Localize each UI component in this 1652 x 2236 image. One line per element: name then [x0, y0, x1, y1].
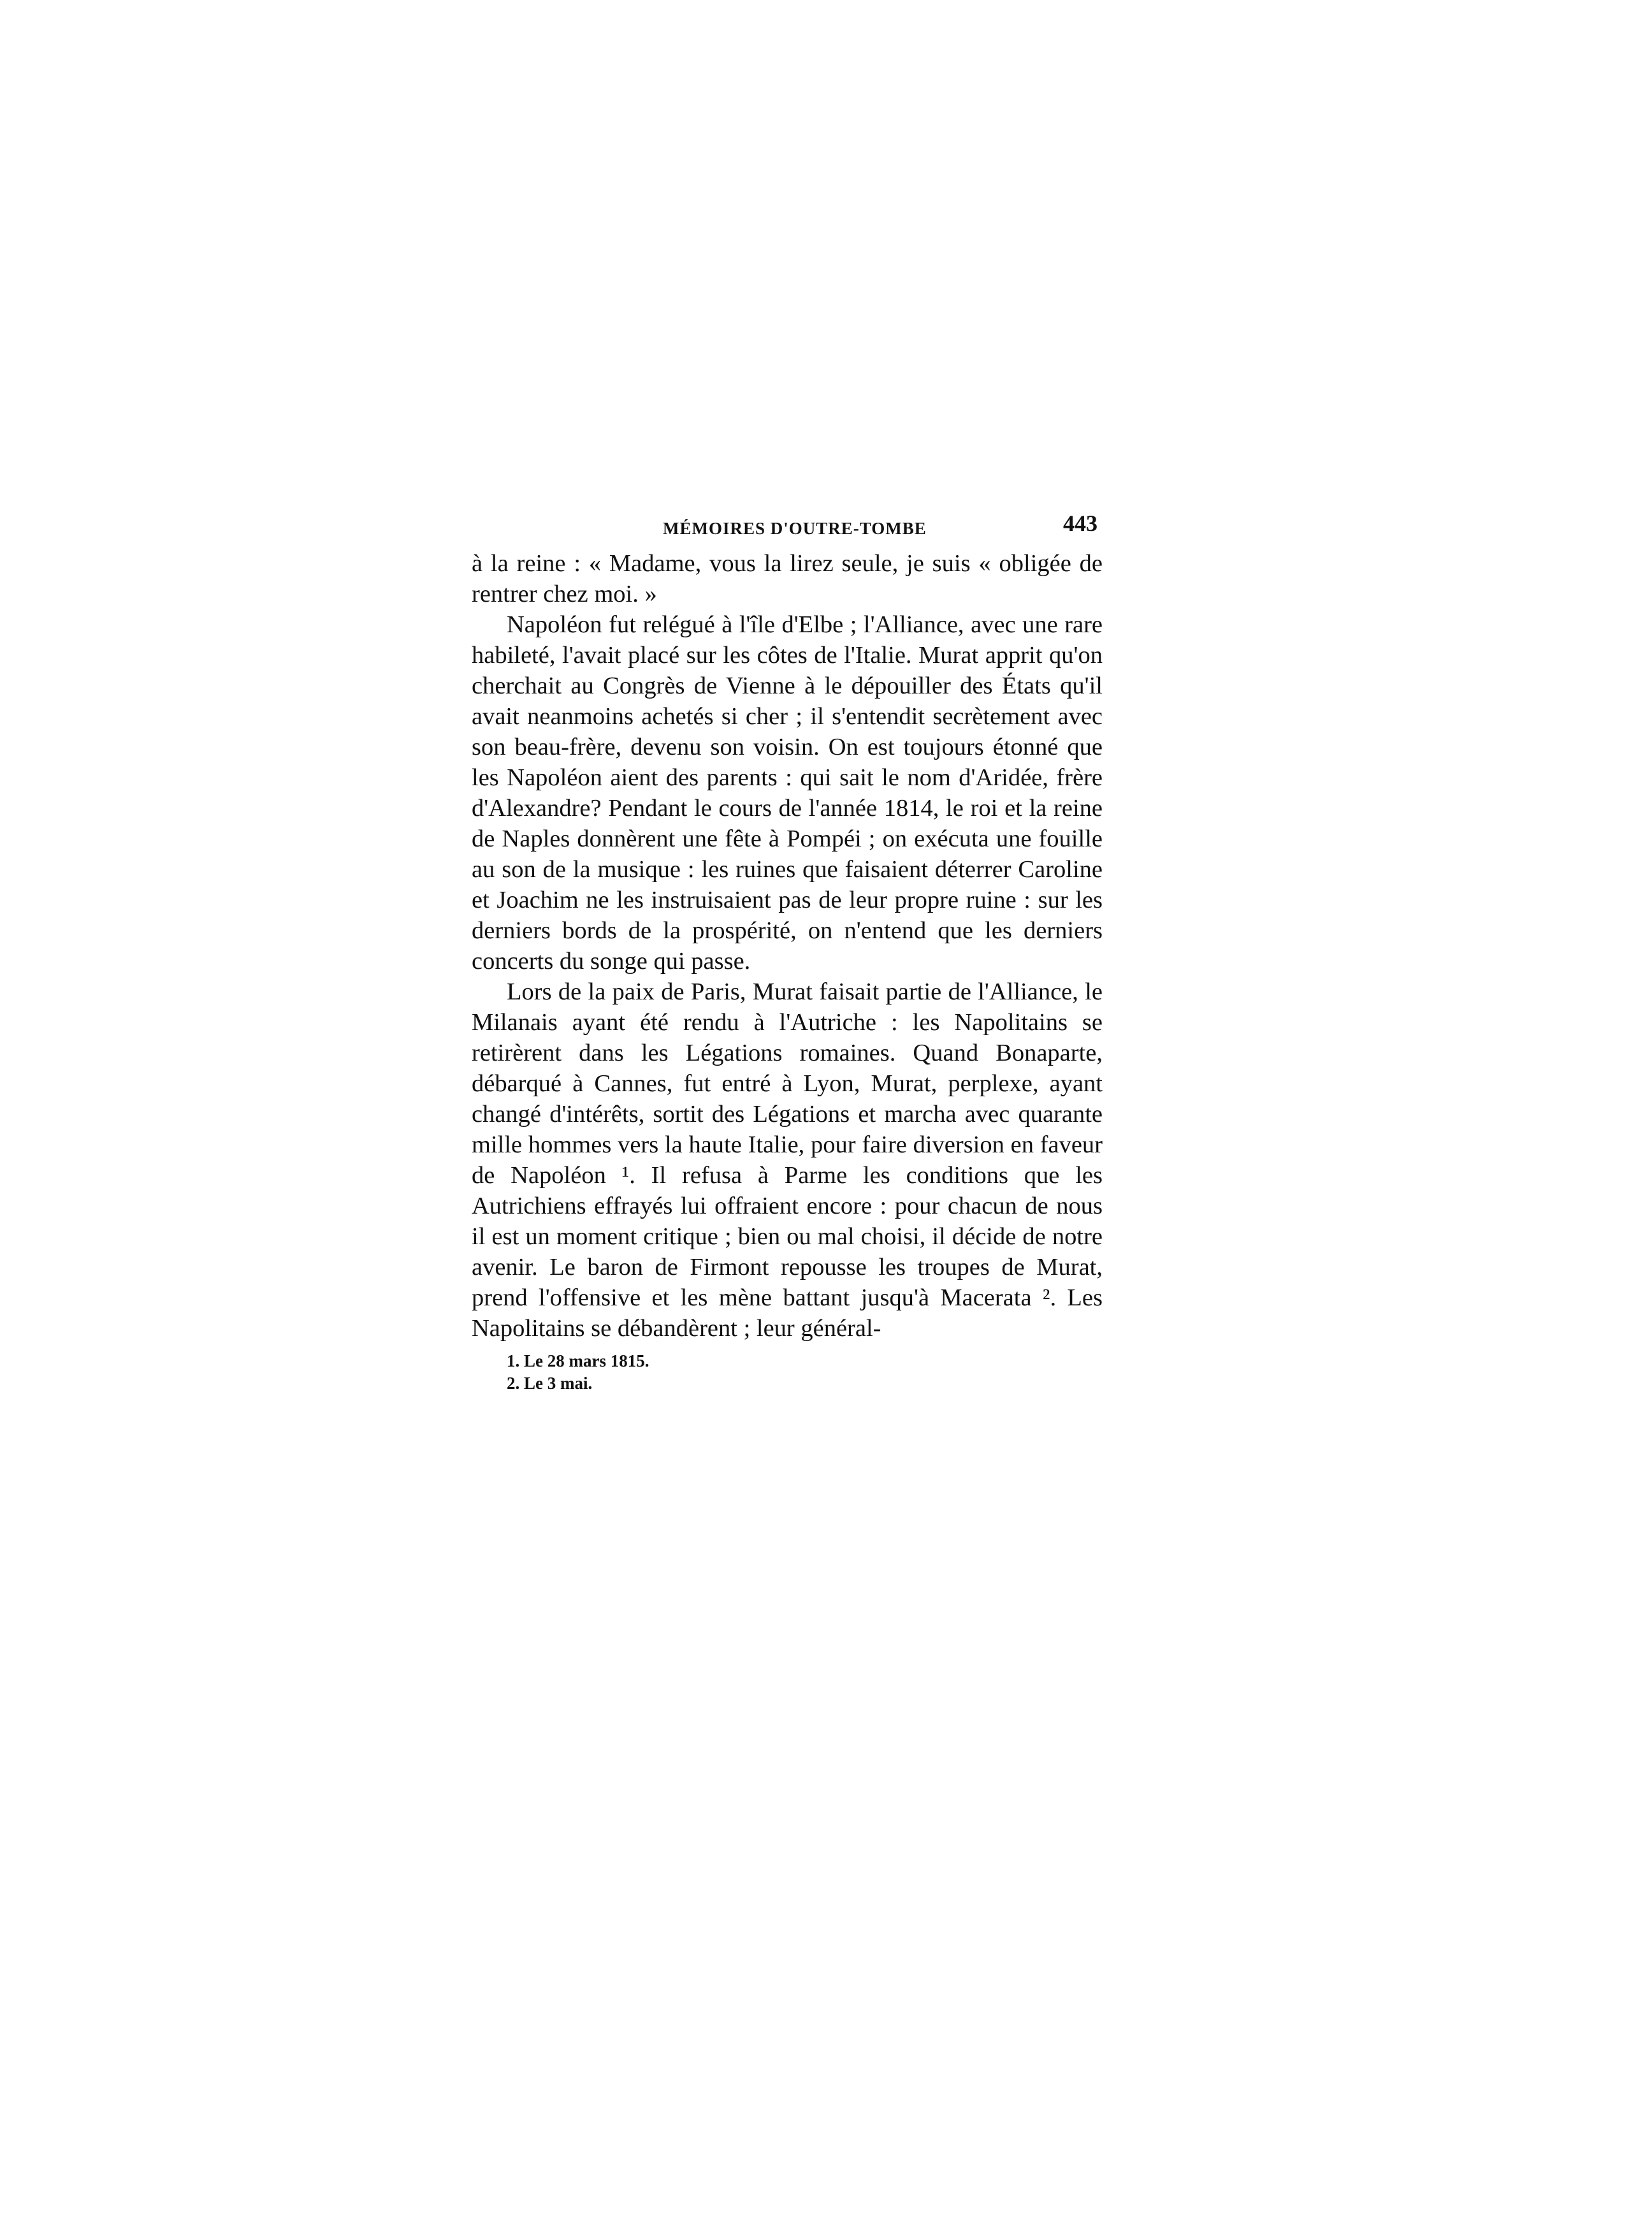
text-block — [472, 510, 1103, 1395]
running-head — [472, 510, 1103, 548]
footnotes — [472, 1350, 1103, 1395]
paragraph-paix-de-paris: Lors de la paix de Paris, Murat faisait partie de l'Alliance, le Milanais ayant été rendu à l'Autriche : les Napolitains se retirèrent dans les Légations romaines. Quand Bonaparte, débarqué à Cannes, fut entré à Lyon, Murat, perplexe, ayant changé d'intérêts, sortit des Légations et marcha avec quarante mille hommes vers la haute Italie, pour faire diversion en faveur de Napoléon ¹. Il refusa à Parme les conditions que les Autrichiens effrayés lui offraient encore : pour chacun de nous il est un moment critique ; bien ou mal choisi, il décide de notre avenir. Le baron de Firmont repousse les troupes de Murat, prend l'offensive et les mène battant jusqu'à Macerata ². Les Napolitains se débandèrent ; leur général- — [472, 978, 1103, 1342]
paragraph-napoleon-elba: Napoléon fut relégué à l'île d'Elbe ; l'Alliance, avec une rare habileté, l'avait placé sur les côtes de l'Italie. Murat apprit qu'on cherchait au Congrès de Vienne à le dépouiller des États qu'il avait neanmoins achetés si cher ; il s'entendit secrètement avec son beau-frère, devenu son voisin. On est toujours étonné que les Napoléon aient des parents : qui sait le nom d'Aridée, frère d'Alexandre? Pendant le cours de l'année 1814, le roi et la reine de Naples donnèrent une fête à Pompéi ; on exécuta une fouille au son de la musique : les ruines que faisaient déterrer Caroline et Joachim ne les instruisaient pas de leur propre ruine : sur les derniers bords de la prospérité, on n'entend que les derniers concerts du songe qui passe. — [472, 611, 1103, 975]
paragraph-continuation: à la reine : « Madame, vous la lirez seule, je suis « obligée de rentrer chez moi. » — [472, 550, 1103, 607]
footnote-2: 2. Le 3 mai. — [507, 1374, 593, 1393]
page-number: 443 — [1063, 511, 1098, 536]
footnote-1: 1. Le 28 mars 1815. — [507, 1351, 649, 1370]
running-title: MÉMOIRES D'OUTRE-TOMBE — [663, 519, 927, 538]
